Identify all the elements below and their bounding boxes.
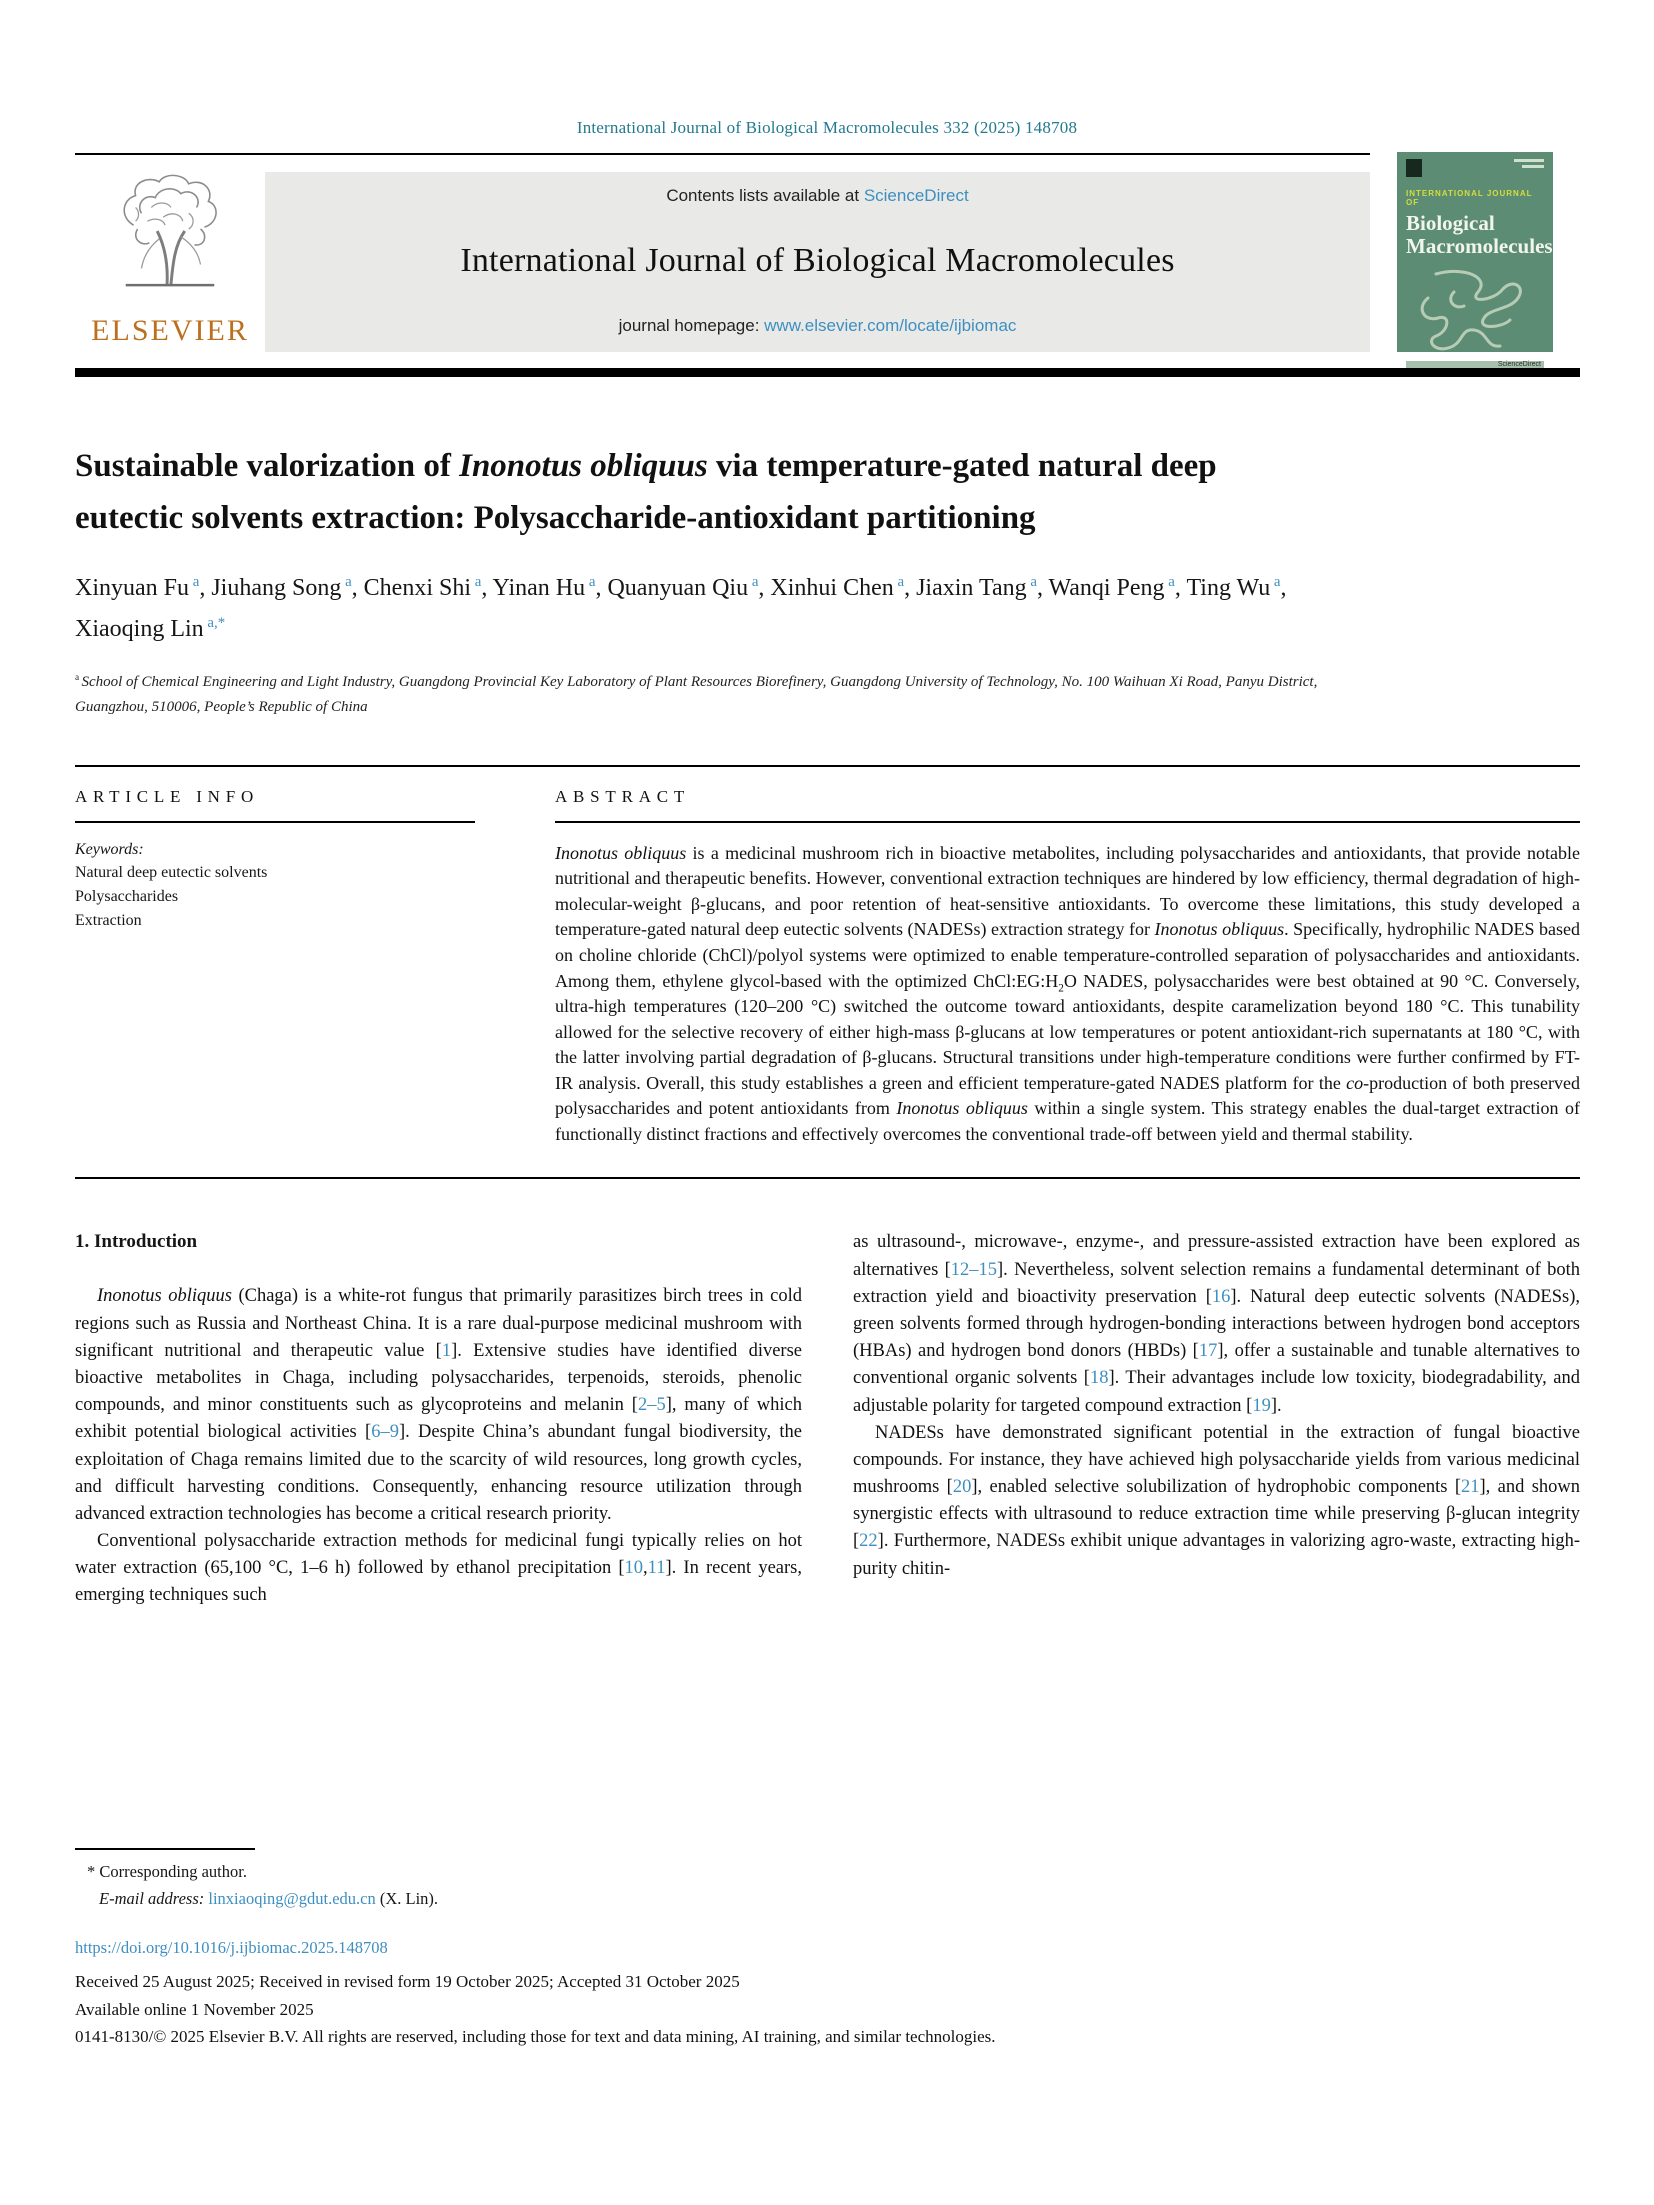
text-segment: ]. Extensive studies have identified diverse bioactive metabolites in Chaga, including polysaccharides, terpenoids, steroids, phenolic compounds, and minor constituents such as glycoproteins and melanin [ — [75, 1340, 802, 1416]
citation[interactable]: 11 — [647, 1558, 666, 1579]
text-segment: ], offer a sustainable and tunable alternatives to conventional organic solvents [ — [853, 1341, 1580, 1389]
citation[interactable]: 6–9 — [371, 1422, 399, 1443]
affil-sup[interactable]: a — [748, 574, 759, 591]
received-dates: Received 25 August 2025; Received in revised form 19 October 2025; Accepted 31 October 2025 — [75, 1972, 740, 1991]
text-segment: , Xiaoqing Lin — [75, 575, 1287, 643]
affil-sup[interactable]: a — [1026, 574, 1037, 591]
text-segment: ], many of which exhibit potential biological activities [ — [75, 1395, 802, 1443]
journal-banner — [75, 172, 1370, 352]
text-segment: Inonotus obliquus — [97, 1286, 232, 1307]
right-column — [853, 1229, 1580, 1609]
homepage-prefix: journal homepage: — [618, 316, 765, 335]
citation[interactable]: 22 — [859, 1531, 878, 1552]
cover-title: Biological Macromolecules — [1406, 211, 1553, 258]
author-list — [75, 568, 1375, 650]
text-segment: as ultrasound-, microwave-, enzyme-, and pressure-assisted extraction have been explored as alternatives [ — [853, 1232, 1580, 1280]
article-info-column — [75, 787, 475, 1148]
paragraph — [75, 1283, 802, 1528]
text-segment: via temperature-gated natural deep eutectic solvents extraction: Polysaccharide-antioxidant partitioning — [75, 448, 1217, 537]
contents-line — [666, 186, 968, 206]
text-segment: , Yinan Hu — [481, 575, 586, 602]
homepage-line — [619, 316, 1017, 336]
affil-sup[interactable]: a — [1270, 574, 1281, 591]
text-segment: , Xinhui Chen — [758, 575, 894, 602]
keywords-label: Keywords: — [75, 840, 144, 858]
article-title — [75, 440, 1325, 544]
text-segment: ]. Furthermore, NADESs exhibit unique advantages in valorizing agro-waste, extracting high-purity chitin- — [853, 1531, 1580, 1579]
text-segment: ]. Nevertheless, solvent selection remains a fundamental determinant of both extraction yield and bioactivity preservation [ — [853, 1259, 1580, 1307]
text-segment: ], and shown synergistic effects with ultrasound to reduce extraction time while preserving β-glucan integrity [ — [853, 1477, 1581, 1552]
text-segment: NADESs have demonstrated significant potential in the extraction of fungal bioactive compounds. For instance, they have achieved high polysaccharide yields from various medicinal mushrooms [ — [853, 1422, 1580, 1498]
citation[interactable]: 19 — [1252, 1395, 1271, 1416]
footnote-block — [75, 1848, 802, 1909]
text-segment: School of Chemical Engineering and Light Industry, Guangdong Provincial Key Laboratory of Plant Resources Biorefinery, Guangdong University of Technology, No. 100 Waihuan Xi Road, Panyu District, Guangzhou, 510006, People’s Republic of China — [75, 673, 1318, 716]
text-segment: , Chenxi Shi — [351, 575, 472, 602]
info-abstract-block — [75, 765, 1580, 1180]
article-info-heading: ARTICLE INFO — [75, 787, 475, 823]
text-segment: ]. In recent years, emerging techniques such — [75, 1558, 802, 1606]
citation[interactable]: 18 — [1089, 1368, 1109, 1389]
section-heading-introduction: 1. Introduction — [75, 1231, 198, 1253]
text-segment: . Specifically, hydrophilic NADES based on choline chloride (ChCl)/polyol systems were optimized to enable temperature-controlled separation of polysaccharides and antioxidants. Among them, ethylene glycol-based with the optimized ChCl:EG:H — [555, 919, 1580, 991]
journal-cover-thumbnail — [1397, 152, 1553, 369]
cover-kicker: INTERNATIONAL JOURNAL OF — [1406, 189, 1533, 207]
copyright-line: 0141-8130/© 2025 Elsevier B.V. All rights are reserved, including those for text and data mining, AI training, and similar technologies. — [75, 2027, 996, 2047]
text-segment: Inonotus obliquus — [459, 448, 708, 484]
text-segment: Inonotus obliquus — [1154, 919, 1285, 940]
text-segment: 2 — [1058, 982, 1064, 995]
email-link[interactable]: linxiaoqing@gdut.edu.cn — [208, 1889, 376, 1908]
text-segment: a — [75, 672, 82, 683]
citation[interactable]: 10 — [624, 1558, 644, 1579]
citation[interactable]: 2–5 — [637, 1395, 666, 1416]
text-segment: , Quanyuan Qiu — [595, 575, 749, 602]
cover-issue-info — [1514, 159, 1544, 168]
text-segment: Inonotus obliquus — [896, 1098, 1028, 1119]
text-segment: ]. Their advantages include low toxicity, biodegradability, and adjustable polarity for targeted compound extraction [ — [853, 1368, 1580, 1416]
journal-homepage-link[interactable]: www.elsevier.com/locate/ijbiomac — [764, 316, 1017, 335]
left-column — [75, 1229, 802, 1609]
text-segment: ], enabled selective solubilization of hydrophobic components [ — [971, 1477, 1462, 1498]
cover-publisher-icon — [1406, 159, 1422, 177]
text-segment: ]. — [1270, 1395, 1282, 1416]
citation[interactable]: 21 — [1461, 1477, 1480, 1498]
text-segment: ]. Despite China’s abundant fungal biodiversity, the exploitation of Chaga remains limited due to the scarcity of wild resources, long growth cycles, and difficult harvesting conditions. Consequently, enhancing resource utilization through advanced extraction technologies has become a critical research priority. — [75, 1422, 802, 1524]
affil-sup[interactable]: a — [893, 574, 905, 591]
contents-prefix: Contents lists available at — [666, 186, 864, 205]
text-segment: is a medicinal mushroom rich in bioactive metabolites, including polysaccharides and antioxidants, that provide notable nutritional and therapeutic benefits. However, conventional extraction techniques are hindered by low efficiency, thermal degradation of high-molecular-weight β-glucans, and poor retention of heat-sensitive antioxidants. To overcome these limitations, this study developed a temperature-gated natural deep eutectic solvents (NADESs) extraction strategy for — [555, 842, 1580, 940]
text-segment: , Ting Wu — [1174, 575, 1271, 602]
body-columns — [75, 1229, 1580, 1609]
affil-sup[interactable]: a — [471, 574, 482, 591]
citation[interactable]: 20 — [952, 1477, 972, 1498]
citation[interactable]: 12–15 — [950, 1259, 998, 1280]
text-segment: co — [1346, 1072, 1364, 1093]
keyword-item: Polysaccharides — [75, 887, 179, 905]
text-segment: within a single system. This strategy enables the dual-target extraction of functionally distinct fractions and effectively overcomes the conventional trade-off between yield and thermal stability. — [555, 1098, 1580, 1144]
banner-center — [265, 172, 1370, 352]
header-rule — [75, 153, 1370, 155]
affil-sup[interactable]: a — [1164, 574, 1175, 591]
header-thick-rule — [75, 368, 1580, 377]
cover-top-row — [1406, 159, 1544, 177]
paragraph — [75, 1528, 802, 1610]
elsevier-tree-icon — [111, 174, 229, 297]
text-segment: , Jiuhang Song — [199, 575, 342, 602]
text-segment: -production of both preserved polysaccharides and potent antioxidants from — [555, 1072, 1580, 1119]
cover-sciencedirect-badge: ScienceDirect — [1406, 361, 1544, 368]
article-content — [75, 440, 1580, 1610]
running-head: International Journal of Biological Macromolecules 332 (2025) 148708 — [576, 118, 1078, 137]
footnote-rule — [75, 1848, 255, 1850]
elsevier-logo — [75, 172, 265, 352]
affil-sup[interactable]: a — [341, 574, 352, 591]
text-segment: O NADES, polysaccharides were best obtained at 90 °C. Conversely, ultra-high temperatures (120–200 °C) switched the outcome toward antioxidants, despite caramelization beyond 180 °C. This tunability allowed for the selective recovery of either high-mass β-glucans at low temperatures or potent antioxidant-rich supernatants at 180 °C, with the latter involving partial degradation of β-glucans. Structural transitions under high-temperature conditions were further confirmed by FT-IR analysis. Overall, this study establishes a green and efficient temperature-gated NADES platform for the — [555, 970, 1580, 1093]
affil-corresponding-sup[interactable]: a,* — [203, 615, 226, 632]
banner-journal-title: International Journal of Biological Macromolecules — [460, 242, 1175, 279]
abstract-heading: ABSTRACT — [555, 787, 1580, 823]
keyword-item: Natural deep eutectic solvents — [75, 863, 268, 881]
citation[interactable]: 1 — [441, 1340, 452, 1361]
paragraph — [853, 1229, 1580, 1419]
text-segment: Conventional polysaccharide extraction methods for medicinal fungi typically relies on hot water extraction (65,100 °C, 1–6 h) followed by ethanol precipitation [ — [75, 1531, 802, 1579]
text-segment: , — [643, 1558, 648, 1579]
text-segment: ]. Natural deep eutectic solvents (NADESs), green solvents formed through hydrogen-bonding interactions between hydrogen bond acceptors (HBAs) and hydrogen bond donors (HBDs) [ — [853, 1286, 1580, 1362]
text-segment: (Chaga) is a white-rot fungus that primarily parasitizes birch trees in cold regions such as Russia and Northeast China. It is a rare dual-purpose medicinal mushroom with significant nutritional and therapeutic value [ — [75, 1286, 803, 1361]
elsevier-wordmark: ELSEVIER — [91, 314, 249, 347]
paragraph — [853, 1420, 1580, 1583]
text-segment: Xinyuan Fu — [75, 575, 189, 602]
available-online: Available online 1 November 2025 — [75, 1999, 314, 2019]
text-segment: Inonotus obliquus — [555, 842, 687, 863]
affil-sup[interactable]: a — [585, 574, 596, 591]
doi-link[interactable]: https://doi.org/10.1016/j.ijbiomac.2025.148708 — [75, 1938, 388, 1957]
email-line — [75, 1889, 802, 1909]
citation[interactable]: 17 — [1198, 1341, 1218, 1362]
corresponding-author-note: * Corresponding author. — [87, 1862, 247, 1881]
citation[interactable]: 16 — [1211, 1286, 1231, 1307]
abstract-column — [555, 787, 1580, 1148]
article-footer — [75, 1938, 1580, 2051]
sciencedirect-link[interactable]: ScienceDirect — [863, 186, 969, 205]
cover-molecule-art — [1406, 264, 1544, 361]
text-segment: , Jiaxin Tang — [904, 575, 1027, 602]
text-segment: E-mail address: — [99, 1889, 205, 1908]
affiliation — [75, 670, 1345, 721]
text-segment: Sustainable valorization of — [75, 448, 460, 484]
abstract-text — [555, 841, 1580, 1148]
keyword-item: Extraction — [75, 911, 142, 929]
affil-sup[interactable]: a — [189, 574, 200, 591]
text-segment: (X. Lin). — [375, 1889, 439, 1908]
text-segment: , Wanqi Peng — [1036, 575, 1165, 602]
